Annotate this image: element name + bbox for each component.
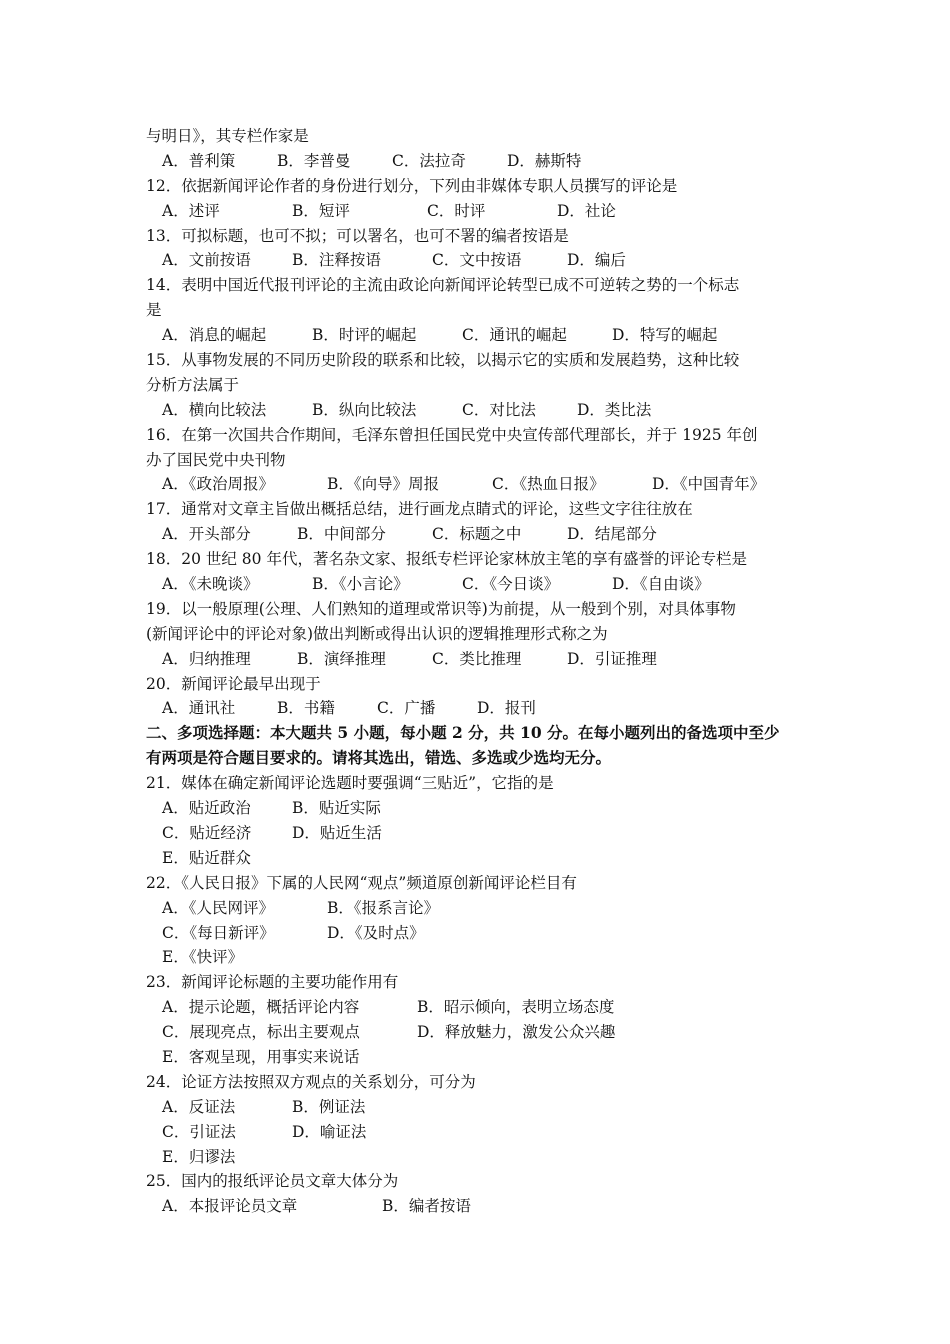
option-item: A．述评	[162, 201, 220, 220]
option-item: D．结尾部分	[567, 525, 657, 544]
option-item: A．《未晚谈》	[162, 575, 259, 594]
option-item: D．引证推理	[567, 649, 657, 668]
option-item: E．《快评》	[162, 948, 244, 967]
question-text: 12．依据新闻评论作者的身份进行划分，下列由非媒体专职人员撰写的评论是	[146, 176, 678, 195]
option-item: B．例证法	[292, 1097, 366, 1116]
option-item: E．客观呈现，用事实来说话	[162, 1047, 360, 1066]
option-row	[146, 896, 816, 921]
option-item: B．《小言论》	[312, 575, 409, 594]
question-text: 17．通常对文章主旨做出概括总结，进行画龙点睛式的评论，这些文字往往放在	[146, 500, 693, 519]
option-item: D．《中国青年》	[652, 475, 766, 494]
option-row	[146, 1194, 816, 1219]
option-item: D．喻证法	[292, 1122, 367, 1141]
option-item: B．中间部分	[297, 525, 386, 544]
option-item: C．文中按语	[432, 251, 522, 270]
question-text: 14．表明中国近代报刊评论的主流由政论向新闻评论转型已成不可逆转之势的一个标志	[146, 276, 740, 295]
option-item: A．《人民网评》	[162, 898, 274, 917]
option-item: D．社论	[557, 201, 616, 220]
question-text: 13．可拟标题，也可不拟；可以署名，也可不署的编者按语是	[146, 226, 569, 245]
exam-page	[146, 124, 816, 1219]
option-item: C．《今日谈》	[462, 575, 560, 594]
option-item: B．贴近实际	[292, 799, 381, 818]
option-item: B．编者按语	[382, 1197, 471, 1216]
option-item: D．《及时点》	[327, 923, 425, 942]
question-text: 22．《人民日报》下属的人民网“观点”频道原创新闻评论栏目有	[146, 873, 577, 892]
option-item: A．横向比较法	[162, 400, 267, 419]
option-item: E．贴近群众	[162, 848, 251, 867]
question-text: 15．从事物发展的不同历史阶段的联系和比较，以揭示它的实质和发展趋势，这种比较	[146, 351, 740, 370]
section-heading: 二、多项选择题：本大题共 5 小题，每小题 2 分，共 10 分。在每小题列出的备选项中至少	[146, 723, 780, 743]
section-heading: 有两项是符合题目要求的。请将其选出，错选、多选或少选均无分。	[146, 748, 612, 768]
question-text: 分析方法属于	[146, 375, 240, 394]
option-item: B．演绎推理	[297, 649, 386, 668]
option-item: B．纵向比较法	[312, 400, 417, 419]
option-item: A．提示论题，概括评论内容	[162, 998, 360, 1017]
option-item: D．《自由谈》	[612, 575, 710, 594]
option-item: D．类比法	[577, 400, 652, 419]
option-item: B．昭示倾向，表明立场态度	[417, 998, 615, 1017]
option-row	[146, 796, 816, 821]
option-item: B．《向导》周报	[327, 475, 440, 494]
option-item: C．《热血日报》	[492, 475, 605, 494]
option-item: A．《政治周报》	[162, 475, 274, 494]
question-text: 23．新闻评论标题的主要功能作用有	[146, 973, 399, 992]
option-item: C．法拉奇	[392, 151, 466, 170]
option-row	[146, 647, 816, 672]
option-row	[146, 1020, 816, 1045]
option-row	[146, 1045, 816, 1070]
option-row	[146, 1120, 816, 1145]
option-item: D．报刊	[477, 699, 536, 718]
question-text: 19．以一般原理(公理、人们熟知的道理或常识等)为前提，从一般到个别，对具体事物	[146, 599, 736, 618]
option-item: C．展现亮点，标出主要观点	[162, 1023, 360, 1042]
option-row	[146, 199, 816, 224]
question-text: 办了国民党中央刊物	[146, 450, 286, 469]
option-item: C．通讯的崛起	[462, 326, 567, 345]
option-item: B．注释按语	[292, 251, 381, 270]
option-row	[146, 846, 816, 871]
option-item: C．广播	[377, 699, 436, 718]
option-item: A．反证法	[162, 1097, 236, 1116]
option-item: D．特写的崛起	[612, 326, 718, 345]
option-item: C．《每日新评》	[162, 923, 275, 942]
question-text: 21．媒体在确定新闻评论选题时要强调“三贴近”，它指的是	[146, 774, 554, 793]
question-text: 20．新闻评论最早出现于	[146, 674, 321, 693]
question-text: 与明日》，其专栏作家是	[146, 127, 309, 145]
option-item: B．短评	[292, 201, 350, 220]
option-item: A．普利策	[162, 151, 236, 170]
question-text: 是	[146, 301, 162, 320]
option-row	[146, 522, 816, 547]
option-item: A．开头部分	[162, 525, 251, 544]
option-item: C．时评	[427, 201, 486, 220]
option-row	[146, 323, 816, 348]
option-item: A．文前按语	[162, 251, 251, 270]
question-text: 16．在第一次国共合作期间，毛泽东曾担任国民党中央宣传部代理部长，并于 1925 年创	[146, 425, 758, 444]
option-row	[146, 149, 816, 174]
option-item: B．书籍	[277, 699, 335, 718]
question-text: (新闻评论中的评论对象)做出判断或得出认识的逻辑推理形式称之为	[146, 624, 608, 643]
option-item: D．释放魅力，激发公众兴趣	[417, 1023, 616, 1042]
option-item: A．消息的崛起	[162, 326, 267, 345]
option-row	[146, 472, 816, 497]
option-item: D．赫斯特	[507, 151, 582, 170]
option-row	[146, 248, 816, 273]
option-row	[146, 1145, 816, 1170]
question-text: 25．国内的报纸评论员文章大体分为	[146, 1172, 399, 1191]
option-item: C．标题之中	[432, 525, 522, 544]
option-item: B．时评的崛起	[312, 326, 417, 345]
option-row	[146, 995, 816, 1020]
option-item: C．引证法	[162, 1122, 236, 1141]
option-row	[146, 821, 816, 846]
option-item: C．贴近经济	[162, 823, 252, 842]
option-item: C．对比法	[462, 400, 536, 419]
question-text: 24．论证方法按照双方观点的关系划分，可分为	[146, 1072, 476, 1091]
option-item: A．通讯社	[162, 699, 236, 718]
option-item: C．类比推理	[432, 649, 522, 668]
option-item: B．李普曼	[277, 151, 351, 170]
option-row	[146, 398, 816, 423]
option-item: A．贴近政治	[162, 799, 251, 818]
option-row	[146, 921, 816, 946]
option-item: A．本报评论员文章	[162, 1197, 298, 1216]
option-row	[146, 1095, 816, 1120]
option-row	[146, 945, 816, 970]
option-item: D．编后	[567, 251, 626, 270]
option-item: A．归纳推理	[162, 649, 251, 668]
option-row	[146, 572, 816, 597]
option-item: E．归谬法	[162, 1147, 236, 1166]
option-item: D．贴近生活	[292, 823, 382, 842]
question-text: 18．20 世纪 80 年代，著名杂文家、报纸专栏评论家林放主笔的享有盛誉的评论专栏是	[146, 550, 747, 569]
option-item: B．《报系言论》	[327, 898, 440, 917]
option-row	[146, 696, 816, 721]
